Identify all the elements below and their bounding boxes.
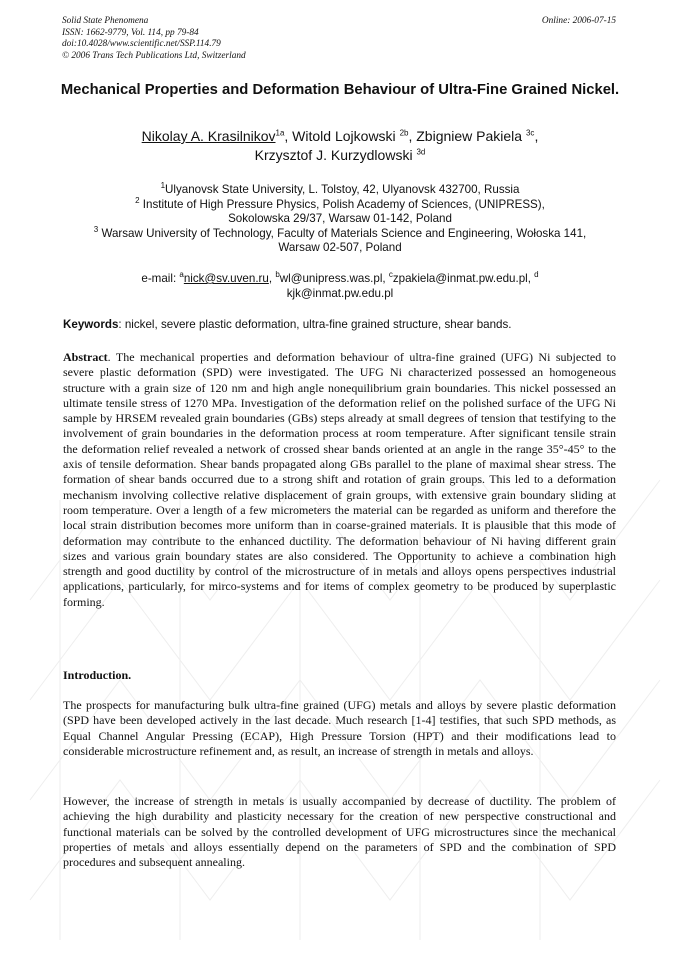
affil-1: Ulyanovsk State University, L. Tolstoy, 42, Ulyanovsk 432700, Russia [165, 183, 520, 196]
affil-2: Institute of High Pressure Physics, Polish Academy of Sciences, (UNIPRESS), [142, 197, 545, 211]
journal-header [62, 16, 246, 62]
email-d: kjk@inmat.pw.edu.pl [286, 286, 394, 300]
abstract [63, 350, 616, 610]
online-date [542, 16, 616, 28]
affil-3-address: Warsaw 02-507, Poland [278, 241, 402, 255]
abstract-label: Abstract [63, 350, 108, 364]
email-sup: c [388, 270, 393, 280]
affil-2-address: Sokolowska 29/37, Warsaw 01-142, Poland [228, 212, 452, 226]
journal-copyright: © 2006 Trans Tech Publications Ltd, Switzerland [62, 50, 246, 61]
author-krasilnikov: Nikolay A. Krasilnikov [141, 128, 276, 144]
email-sup: a [179, 270, 184, 280]
journal-doi: doi:10.4028/www.scientific.net/SSP.114.79 [62, 39, 221, 49]
email-block [60, 272, 620, 301]
affil-num: 3 [93, 224, 99, 234]
email-prefix: e-mail: [141, 272, 180, 285]
intro-paragraph-1: The prospects for manufacturing bulk ultra-fine grained (UFG) metals and alloys by severe plastic deformation (SPD have been developed actively in the last decade. Much research [1-4] testifies, that such SPD methods, as Equal Channel Angular Pressing (ECAP), High Pressure Torsion (HPT) and their modifications lead to considerable microstructure refinement and, as result, an increase of strength in metals and alloys. [63, 698, 616, 758]
abstract-text: . The mechanical properties and deformation behaviour of ultra-fine grained (UFG) Ni subjected to severe plastic deformation (SPD) were investigated. The UFG Ni characterized possessed an homogeneous structure with a grain size of 120 nm and high angle nonequilibrium grain boundaries. This nickel possessed an ultimate tensile stress of 1270 MPa. Investigation of the deformation relief on the polished surface of the UFG Ni sample by HRSEM revealed grain boundaries (GBs) steps already at small degrees of tension that testifying to the involvement of grain boundaries in the deformation process at room temperature. After significant tensile strain the deformation relief revealed a network of crossed shear bands oriented at an angle in the range 35°-45° to the axis of tensile deformation. Shear bands propagated along GBs parallel to the plane of maximal shear stress. The formation of shear bands occurred due to a strong shift and rotation of grain groups. This led to a deformation mechanism involving collective relative displacement of grain groups, with extensive grain boundary sliding at room temperature. Over a length of a few micrometers the material can be regarded as uniform and therefore the local strain distribution becomes more uniform than in coarse-grained materials. It is plausible that this mode of deformation may contribute to the enhanced ductility. The deformation behaviour of Ni having different grain sizes and various grain boundary states are also considered. The Opportunity to achieve a combination high strength and good ductility by control of the microstructure of in metals and alloys opens perspectives industrial applications, particularly, for mirco-systems and for items of complex geometry to be produced by superplastic forming. [63, 350, 616, 609]
introduction-heading: Introduction. [63, 668, 132, 682]
author-sup: 1a [275, 128, 285, 138]
author-list [60, 127, 620, 165]
email-sep: , [527, 272, 535, 285]
keywords [63, 318, 619, 333]
online-date-text: Online: 2006-07-15 [541, 16, 616, 26]
email-sup: d [534, 270, 539, 280]
author-sup: 3c [525, 128, 535, 138]
affil-num: 2 [135, 195, 140, 205]
keywords-label: Keywords [63, 318, 119, 331]
author-kurzydlowski: Krzysztof J. Kurzydlowski [254, 147, 417, 163]
author-sup: 2b [399, 128, 409, 138]
email-c: zpakiela@inmat.pw.edu.pl [392, 272, 528, 285]
email-sup: b [275, 270, 280, 280]
journal-name: Solid State Phenomena [62, 16, 149, 26]
journal-issn: ISSN: 1662-9779, Vol. 114, pp 79-84 [62, 27, 199, 38]
keywords-text: : nickel, severe plastic deformation, ultra-fine grained structure, shear bands. [118, 318, 512, 331]
email-sep: , [268, 272, 276, 285]
author-lojkowski: , Witold Lojkowski [284, 128, 400, 144]
intro-paragraph-2: However, the increase of strength in metals is usually accompanied by decrease of ductility. The problem of achieving the high durability and plasticity necessary for the creation of new perspective constructional and functional materials can be solved by the controlled development of UFG microstructures since the mechanical properties of metals and alloys essentially depend on the parameters of SPD and the combination of SPD procedures and subsequent annealing. [63, 794, 616, 870]
affil-3: Warsaw University of Technology, Faculty of Materials Science and Engineering, Wołoska 141, [101, 226, 587, 240]
email-sep: , [382, 272, 389, 285]
author-sup: 3d [416, 147, 426, 157]
email-link-a[interactable]: nick@sv.uven.ru [183, 272, 269, 285]
email-b: wl@unipress.was.pl [279, 272, 383, 285]
author-pakiela: , Zbigniew Pakiela [408, 128, 526, 144]
author-comma: , [534, 128, 539, 144]
paper-title: Mechanical Properties and Deformation Behaviour of Ultra-Fine Grained Nickel. [60, 82, 620, 98]
affiliations [60, 183, 620, 256]
affil-num: 1 [160, 181, 166, 191]
